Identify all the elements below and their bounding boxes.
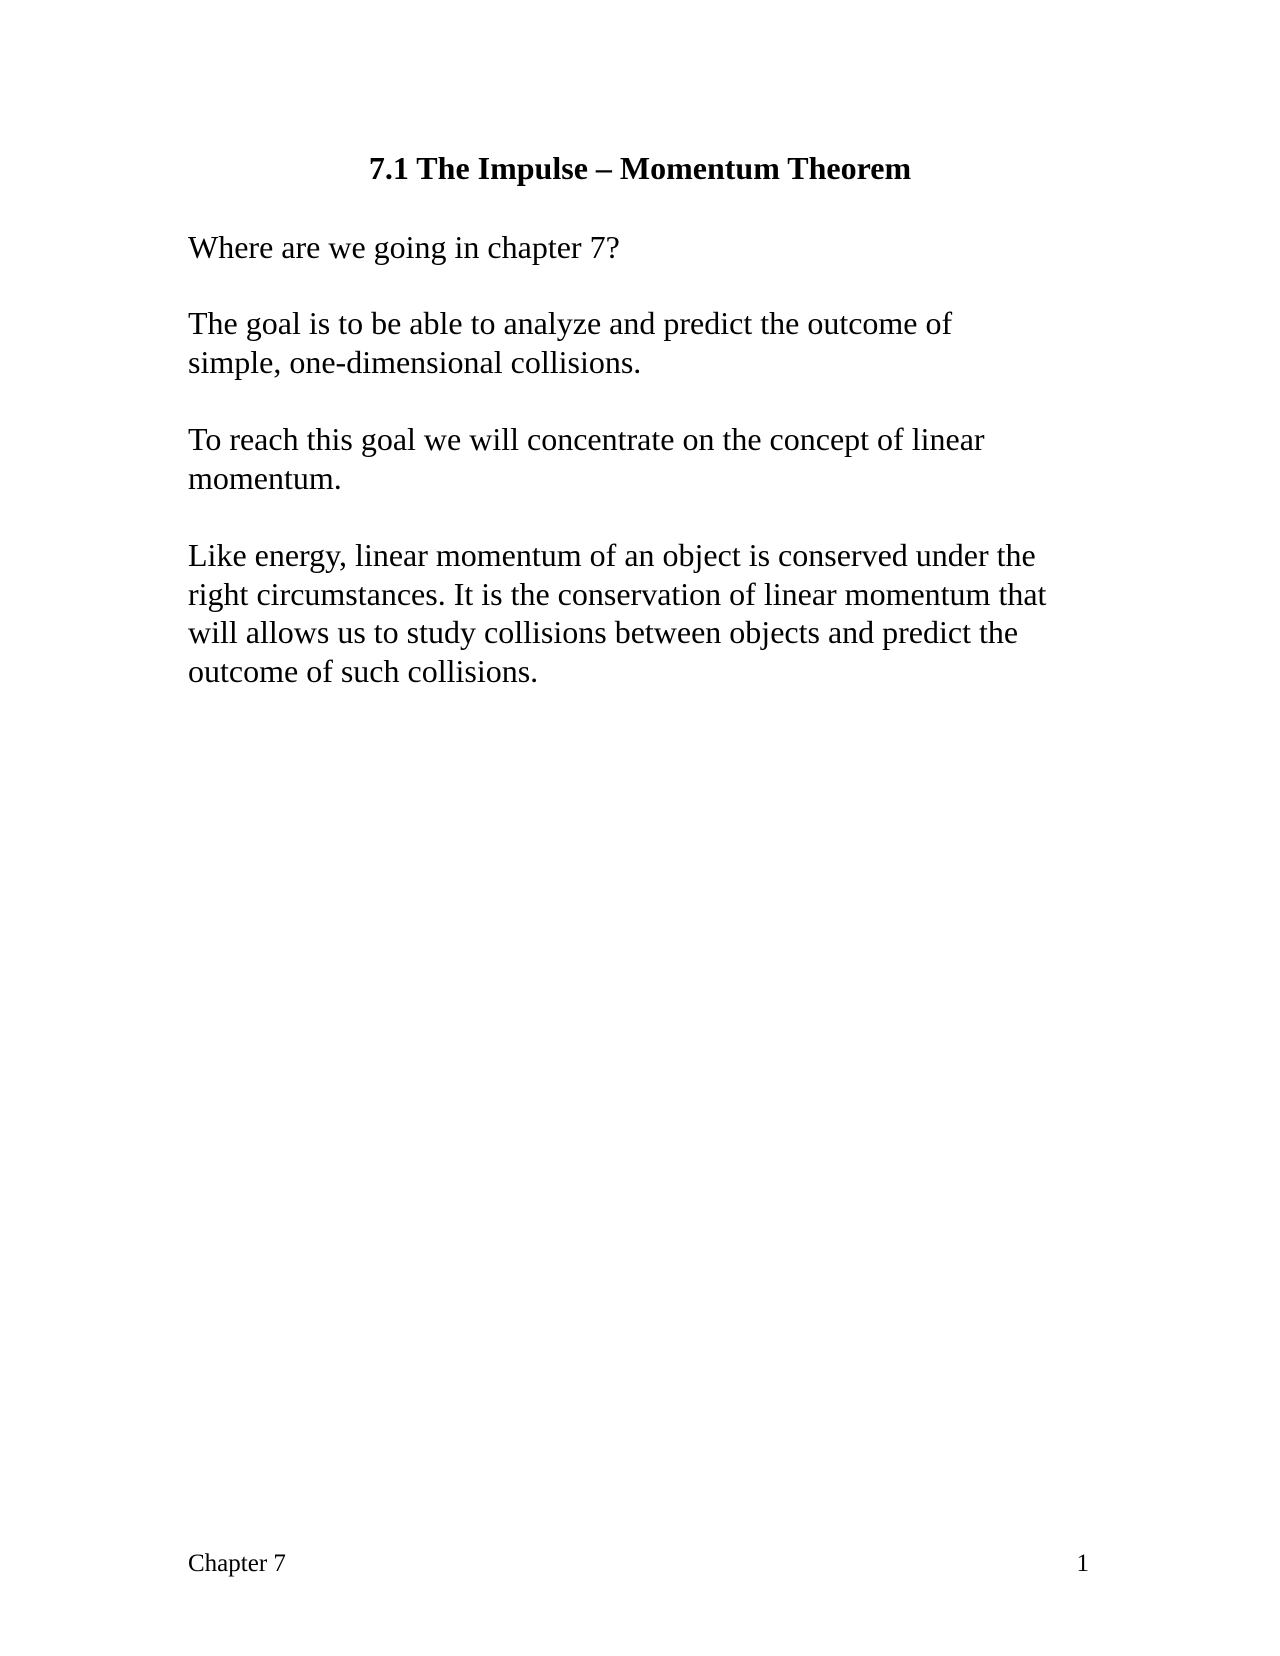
page-title: 7.1 The Impulse – Momentum Theorem: [368, 150, 912, 186]
text-line: will allows us to study collisions between objects and predict the: [188, 614, 1019, 650]
text-line: The goal is to be able to analyze and predict the outcome of: [188, 305, 953, 341]
text-line: Like energy, linear momentum of an object is conserved under the: [188, 537, 1036, 573]
paragraph-intro-question: [188, 228, 1128, 267]
paragraph-goal: [188, 304, 1128, 381]
text-line: right circumstances. It is the conservation of linear momentum that: [188, 575, 1047, 612]
paragraph-concept: [188, 420, 1128, 497]
text-line: outcome of such collisions.: [188, 652, 539, 689]
footer-chapter-label: Chapter 7: [188, 1550, 286, 1577]
text-line: momentum.: [188, 459, 342, 496]
paragraph-conservation: [188, 536, 1128, 690]
text-line: simple, one-dimensional collisions.: [188, 343, 642, 380]
text-line: To reach this goal we will concentrate on the concept of linear: [188, 421, 985, 457]
footer-page-number: 1: [1076, 1550, 1089, 1577]
text-line: Where are we going in chapter 7?: [188, 229, 620, 265]
